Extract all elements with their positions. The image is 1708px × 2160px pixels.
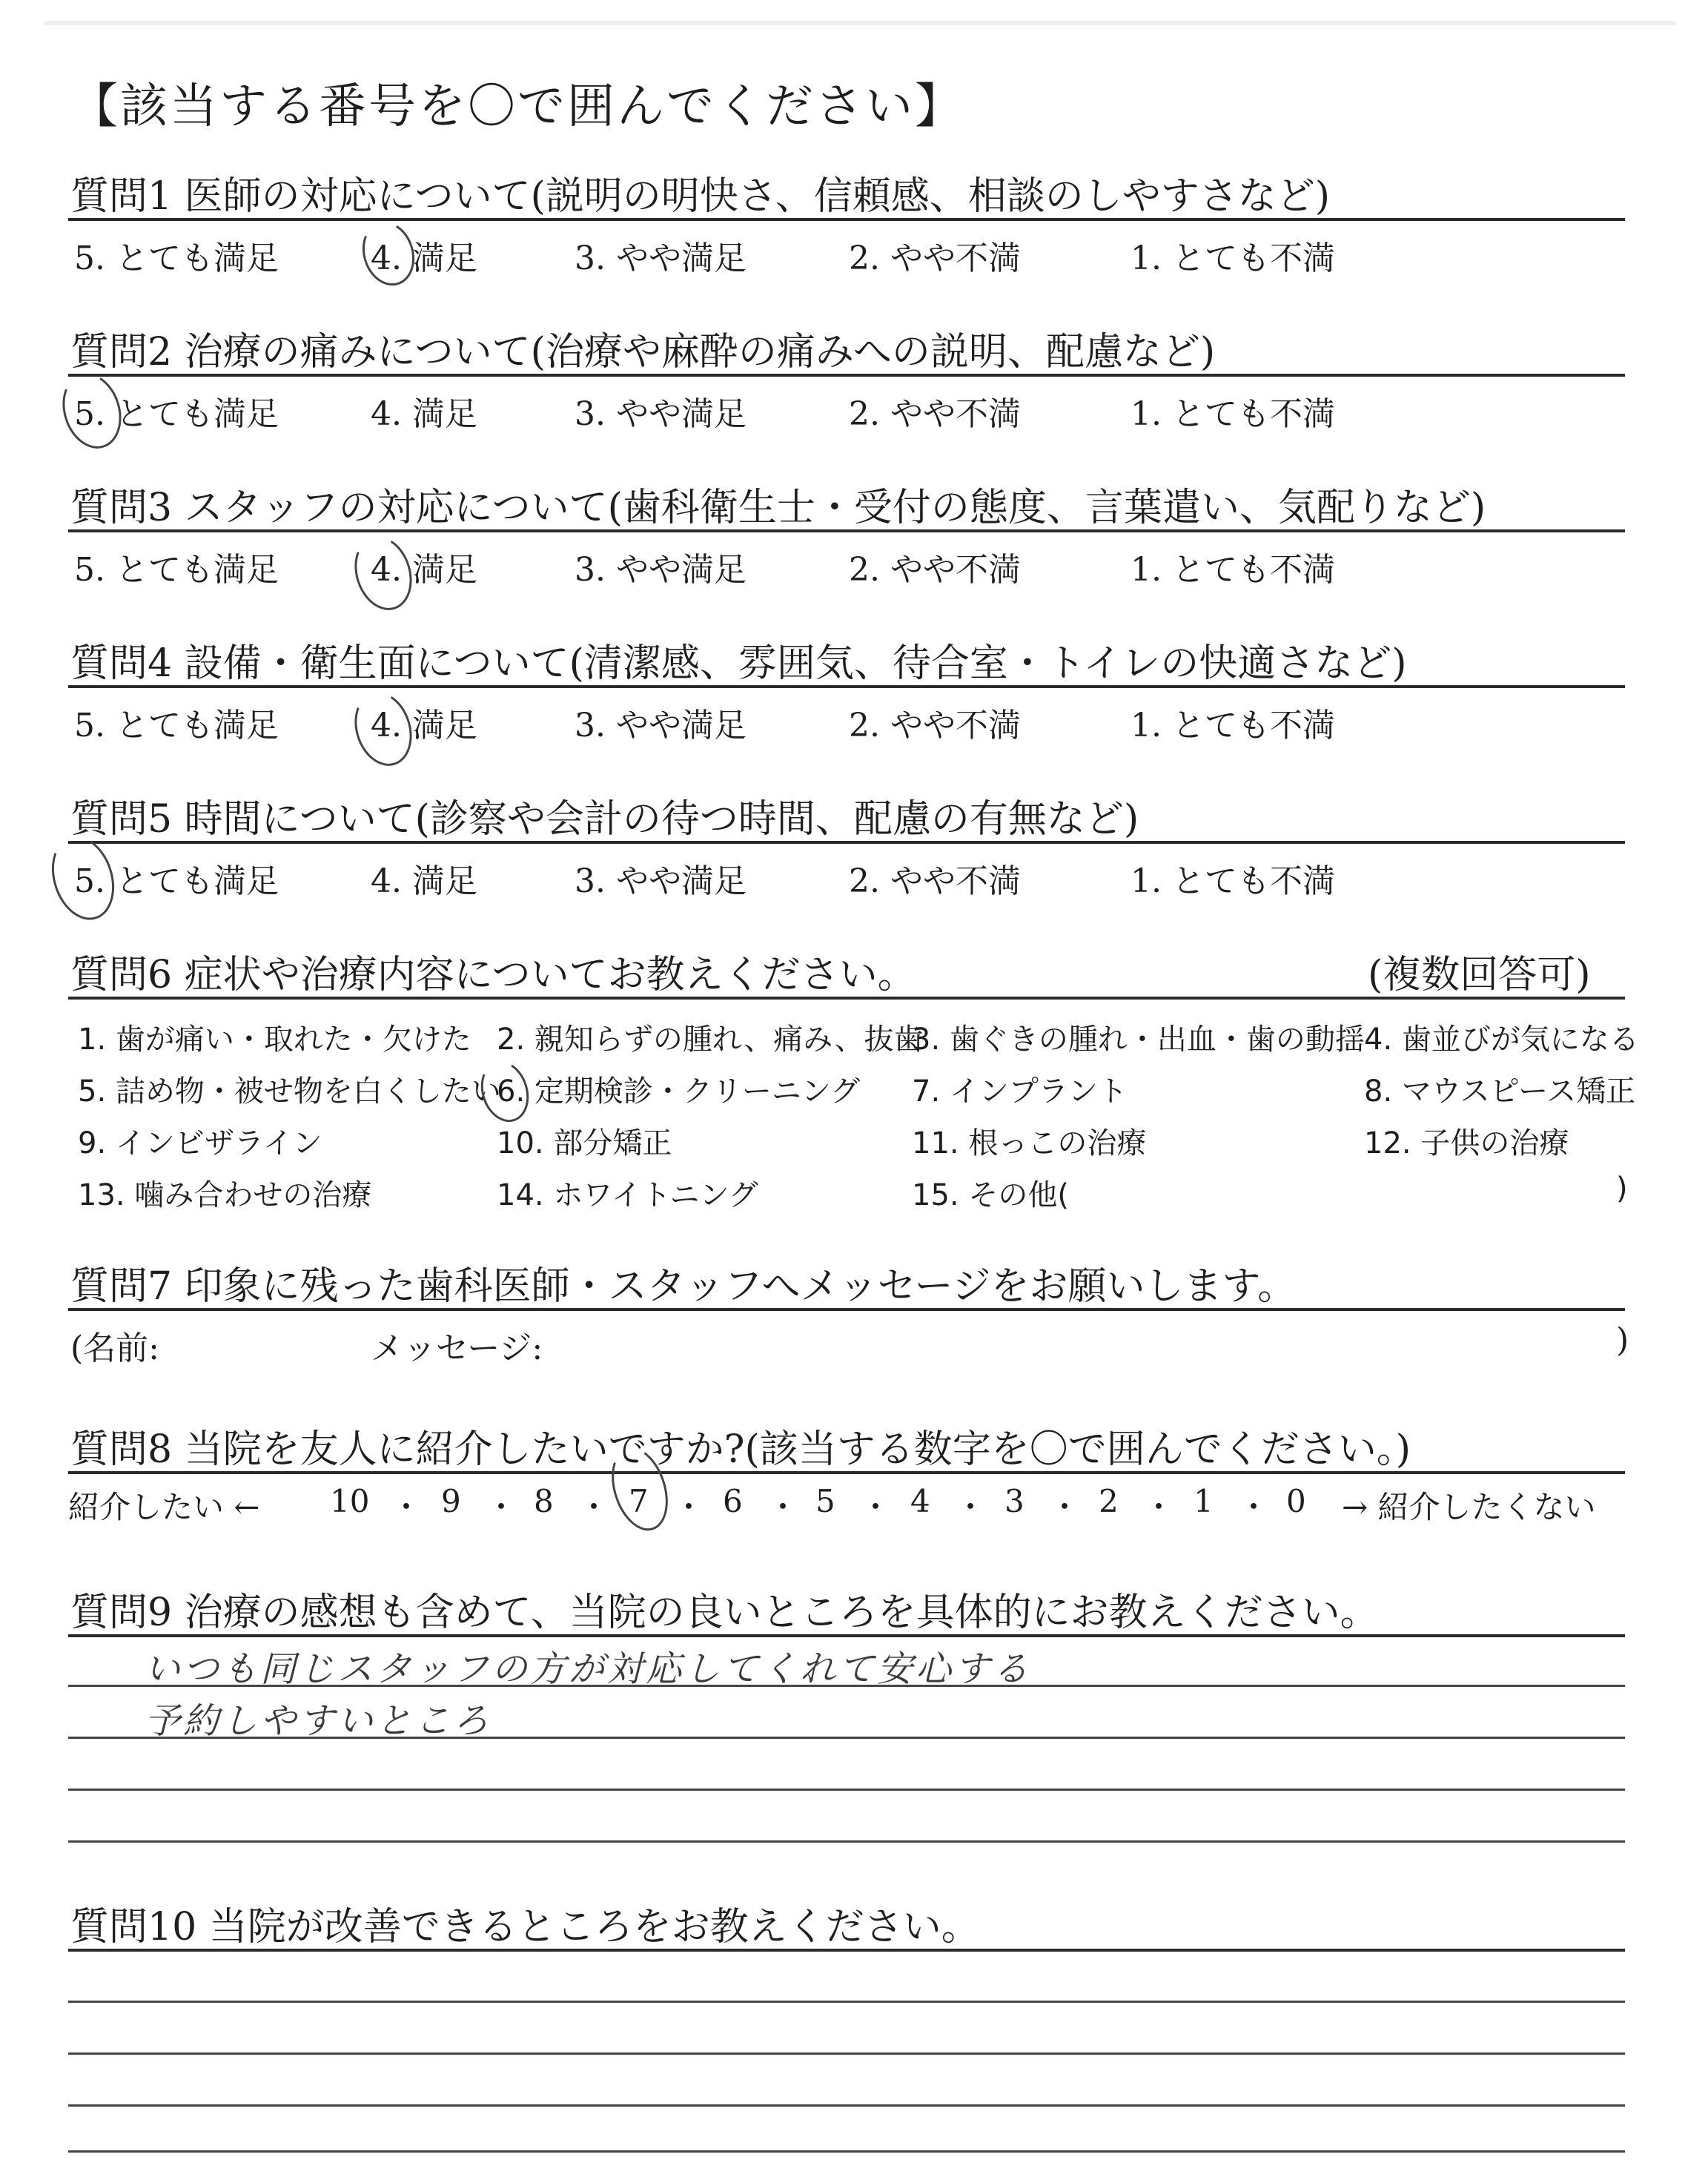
q8-dot: ・ [1238,1489,1270,1525]
q3-option-5[interactable]: 5. とても満足 [74,551,279,589]
q2-option-4[interactable]: 4. 満足 [371,395,477,433]
q6-option-1[interactable]: 1. 歯が痛い・取れた・欠けた [78,1023,471,1057]
q9-writing-line [68,1789,1625,1791]
question-4-label: 質問4 設備・衛生面について(清潔感、雰囲気、待合室・トイレの快適さなど) [70,641,1407,686]
question-8-label: 質問8 当院を友人に紹介したいですか?(該当する数字を〇で囲んでください。) [70,1427,1411,1472]
q8-scale-3[interactable]: 3 [1004,1483,1025,1519]
q8-scale-1[interactable]: 1 [1194,1483,1214,1519]
question-8-rule [68,1471,1625,1474]
q6-option-15[interactable]: 15. その他( [912,1178,1069,1212]
q10-writing-line [68,2001,1625,2003]
question-10-label: 質問10 当院が改善できるところをお教えください。 [70,1905,980,1949]
q6-option-8[interactable]: 8. マウスピース矯正 [1364,1074,1636,1109]
q1-option-5[interactable]: 5. とても満足 [74,240,279,277]
q8-scale-2[interactable]: 2 [1099,1483,1119,1519]
q9-answer-line-1: いつも同じスタッフの方が対応してくれて安心する [145,1648,1032,1690]
question-6-label: 質問6 症状や治療内容についてお教えください。 [70,953,916,997]
q5-option-1[interactable]: 1. とても不満 [1131,862,1335,900]
q6-option-3[interactable]: 3. 歯ぐきの腫れ・出血・歯の動揺 [912,1023,1365,1057]
q6-option-4[interactable]: 4. 歯並びが気になる [1364,1023,1639,1057]
q8-left-label: 紹介したい ← [68,1489,260,1525]
q8-scale-8[interactable]: 8 [534,1483,554,1519]
question-7-rule [68,1308,1625,1311]
q4-option-2[interactable]: 2. やや不満 [849,707,1021,744]
q6-option-12[interactable]: 12. 子供の治療 [1364,1126,1569,1160]
question-5-rule [68,841,1625,844]
q7-close-paren: ) [1616,1321,1629,1359]
q3-option-2[interactable]: 2. やや不満 [849,551,1021,589]
q8-dot: ・ [955,1489,987,1525]
q4-option-4[interactable]: 4. 満足 [371,707,477,744]
q6-option-6[interactable]: 6. 定期検診・クリーニング [497,1074,861,1109]
q6-selected-circle [474,1054,537,1128]
q2-option-5[interactable]: 5. とても満足 [74,395,279,433]
q5-option-2[interactable]: 2. やや不満 [849,862,1021,900]
q6-option-9[interactable]: 9. インビザライン [78,1126,322,1160]
q1-option-1[interactable]: 1. とても不満 [1131,240,1335,277]
q9-answer-line-2: 予約しやすいところ [145,1700,492,1742]
question-1-rule [68,218,1625,221]
q3-option-4[interactable]: 4. 満足 [371,551,477,589]
q6-option-7[interactable]: 7. インプラント [912,1074,1128,1109]
q9-writing-line [68,1737,1625,1739]
q6-option-2[interactable]: 2. 親知らずの腫れ、痛み、抜歯 [497,1023,924,1057]
q8-dot: ・ [486,1489,517,1525]
q8-scale-7[interactable]: 7 [629,1483,649,1519]
q8-scale-6[interactable]: 6 [723,1483,743,1519]
q10-writing-line [68,2052,1625,2055]
q8-right-label: → 紹介したくない [1342,1489,1596,1525]
q3-option-3[interactable]: 3. やや満足 [575,551,747,589]
q9-writing-line [68,1685,1625,1687]
q10-writing-line [68,2150,1625,2153]
page-title: 【該当する番号を〇で囲んでください】 [70,79,964,134]
question-5-label: 質問5 時間について(診察や会計の待つ時間、配慮の有無など) [70,797,1139,842]
q5-option-5[interactable]: 5. とても満足 [74,862,279,900]
q8-scale-0[interactable]: 0 [1286,1483,1306,1519]
question-9-rule [68,1634,1625,1637]
q8-dot: ・ [673,1489,705,1525]
q6-option-5[interactable]: 5. 詰め物・被せ物を白くしたい [78,1074,501,1109]
q1-option-4[interactable]: 4. 満足 [371,240,477,277]
q6-option-14[interactable]: 14. ホワイトニング [497,1178,758,1212]
q2-selected-circle [53,366,130,456]
q8-dot: ・ [578,1489,610,1525]
q8-dot: ・ [860,1489,892,1525]
q2-option-3[interactable]: 3. やや満足 [575,395,747,433]
q7-name-label: (名前: [70,1330,159,1367]
q4-option-1[interactable]: 1. とても不満 [1131,707,1335,744]
q8-scale-4[interactable]: 4 [910,1483,930,1519]
question-6-rule [68,997,1625,1000]
q1-option-3[interactable]: 3. やや満足 [575,240,747,277]
q9-writing-line [68,1840,1625,1843]
q4-option-3[interactable]: 3. やや満足 [575,707,747,744]
q2-option-2[interactable]: 2. やや不満 [849,395,1021,433]
q6-option-10[interactable]: 10. 部分矯正 [497,1126,672,1160]
q1-option-2[interactable]: 2. やや不満 [849,240,1021,277]
question-6-note: (複数回答可) [1368,953,1591,997]
q6-option-11[interactable]: 11. 根っこの治療 [912,1126,1147,1160]
q8-scale-5[interactable]: 5 [815,1483,835,1519]
q2-option-1[interactable]: 1. とても不満 [1131,395,1335,433]
question-4-rule [68,685,1625,688]
q3-option-1[interactable]: 1. とても不満 [1131,551,1335,589]
question-3-rule [68,529,1625,532]
question-1-label: 質問1 医師の対応について(説明の明快さ、信頼感、相談のしやすさなど) [70,174,1331,219]
q7-message-label: メッセージ: [371,1330,543,1367]
q8-scale-9[interactable]: 9 [441,1483,461,1519]
q6-option-13[interactable]: 13. 噛み合わせの治療 [78,1178,372,1212]
q8-scale-10[interactable]: 10 [330,1483,370,1519]
question-9-label: 質問9 治療の感想も含めて、当院の良いところを具体的にお教えください。 [70,1591,1379,1635]
q8-dot: ・ [767,1489,799,1525]
q6-option-15-close: ) [1616,1172,1628,1206]
question-7-label: 質問7 印象に残った歯科医師・スタッフへメッセージをお願いします。 [70,1264,1297,1309]
q4-option-5[interactable]: 5. とても満足 [74,707,279,744]
question-3-label: 質問3 スタッフの対応について(歯科衛生士・受付の態度、言葉遣い、気配りなど) [70,486,1486,530]
q8-dot: ・ [391,1489,423,1525]
q8-dot: ・ [1049,1489,1081,1525]
q10-writing-line [68,2104,1625,2107]
question-10-rule [68,1949,1625,1952]
question-2-label: 質問2 治療の痛みについて(治療や麻酔の痛みへの説明、配慮など) [70,330,1216,374]
top-border [44,21,1675,25]
q5-option-4[interactable]: 4. 満足 [371,862,477,900]
q1-selected-circle [354,215,423,293]
q8-dot: ・ [1143,1489,1175,1525]
question-2-rule [68,374,1625,377]
q5-option-3[interactable]: 3. やや満足 [575,862,747,900]
